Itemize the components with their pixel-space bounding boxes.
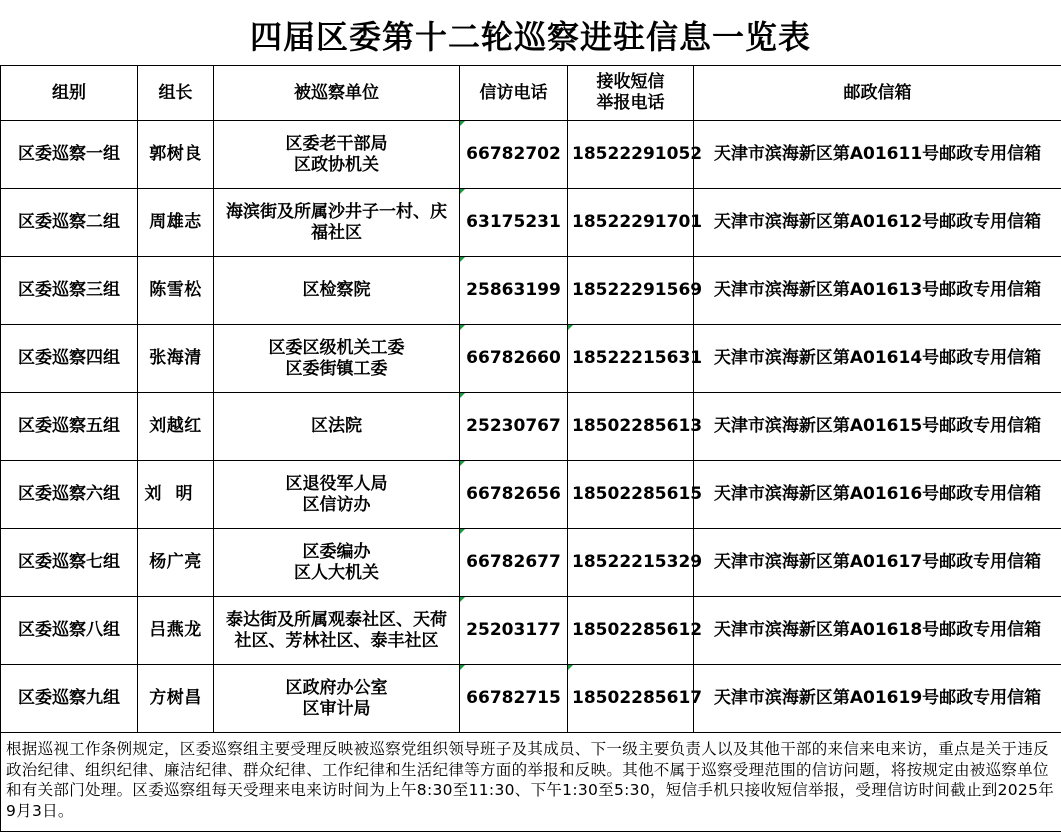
unit-cell [214, 665, 460, 733]
unit-line: 区委老干部局 [218, 134, 455, 155]
header-leader: 组长 [138, 66, 214, 121]
leader-cell: 张海清 [138, 325, 214, 393]
unit-line: 区委区级机关工委 [218, 338, 455, 359]
header-sms-line1: 接收短信 [572, 72, 689, 93]
unit-line: 区审计局 [218, 699, 455, 720]
unit-line: 区法院 [218, 416, 455, 437]
table-row [1, 257, 1061, 325]
mail-cell: 天津市滨海新区第A01617号邮政专用信箱 [694, 529, 1061, 597]
leader-cell: 方树昌 [138, 665, 214, 733]
unit-cell [214, 121, 460, 189]
group-cell: 区委巡察七组 [1, 529, 138, 597]
group-cell: 区委巡察六组 [1, 461, 138, 529]
group-cell: 区委巡察三组 [1, 257, 138, 325]
unit-cell [214, 189, 460, 257]
header-sms [568, 66, 694, 121]
mail-cell: 天津市滨海新区第A01613号邮政专用信箱 [694, 257, 1061, 325]
mail-cell: 天津市滨海新区第A01618号邮政专用信箱 [694, 597, 1061, 665]
unit-line: 区政府办公室 [218, 678, 455, 699]
note-text: 根据巡视工作条例规定，区委巡察组主要受理反映被巡察党组织领导班子及其成员、下一级主要负责人以及其他干部的来信来电来访，重点是关于违反政治纪律、组织纪律、廉洁纪律、群众纪律、工作纪律和生活纪律等方面的举报和反映。其他不属于巡察受理范围的信访问题，将按规定由被巡察单位和有关部门处理。区委巡察组每天受理来电来访时间为上午8:30至11:30、下午1:30至5:30，短信手机只接收短信举报，受理信访时间截止到2025年9月3日。 [1, 733, 1061, 832]
sms-cell: 18522291701 [568, 189, 694, 257]
table-row [1, 665, 1061, 733]
sms-cell: 18522291052 [568, 121, 694, 189]
sms-cell: 18522291569 [568, 257, 694, 325]
unit-line: 区信访办 [218, 495, 455, 516]
unit-line: 福社区 [218, 223, 455, 244]
table-row [1, 189, 1061, 257]
unit-line: 区退役军人局 [218, 474, 455, 495]
phone-cell: 63175231 [460, 189, 568, 257]
unit-line: 区检察院 [218, 280, 455, 301]
leader-cell: 刘越红 [138, 393, 214, 461]
mail-cell: 天津市滨海新区第A01611号邮政专用信箱 [694, 121, 1061, 189]
phone-cell: 66782702 [460, 121, 568, 189]
header-group: 组别 [1, 66, 138, 121]
leader-cell: 陈雪松 [138, 257, 214, 325]
unit-cell [214, 393, 460, 461]
table-row [1, 121, 1061, 189]
unit-line: 泰达街及所属观泰社区、天荷 [218, 610, 455, 631]
unit-line: 社区、芳林社区、泰丰社区 [218, 631, 455, 652]
phone-cell: 66782660 [460, 325, 568, 393]
mail-cell: 天津市滨海新区第A01612号邮政专用信箱 [694, 189, 1061, 257]
unit-line: 区委编办 [218, 542, 455, 563]
leader-cell: 郭树良 [138, 121, 214, 189]
group-cell: 区委巡察一组 [1, 121, 138, 189]
header-mail: 邮政信箱 [694, 66, 1061, 121]
sms-cell: 18502285612 [568, 597, 694, 665]
unit-line: 区委街镇工委 [218, 359, 455, 380]
sms-cell: 18502285615 [568, 461, 694, 529]
leader-cell: 吕燕龙 [138, 597, 214, 665]
group-cell: 区委巡察五组 [1, 393, 138, 461]
unit-line: 海滨街及所属沙井子一村、庆 [218, 202, 455, 223]
phone-cell: 25203177 [460, 597, 568, 665]
phone-cell: 66782715 [460, 665, 568, 733]
phone-cell: 25863199 [460, 257, 568, 325]
note-row [1, 733, 1061, 832]
leader-cell: 刘明 [138, 461, 214, 529]
unit-cell [214, 325, 460, 393]
table-header-row [1, 66, 1061, 121]
header-sms-line2: 举报电话 [572, 93, 689, 114]
unit-line: 区政协机关 [218, 155, 455, 176]
unit-cell [214, 461, 460, 529]
leader-cell: 周雄志 [138, 189, 214, 257]
sms-cell: 18522215631 [568, 325, 694, 393]
sms-cell: 18502285613 [568, 393, 694, 461]
unit-cell [214, 257, 460, 325]
unit-cell [214, 529, 460, 597]
table-row [1, 529, 1061, 597]
unit-line: 区人大机关 [218, 563, 455, 584]
mail-cell: 天津市滨海新区第A01615号邮政专用信箱 [694, 393, 1061, 461]
table-row [1, 461, 1061, 529]
unit-cell [214, 597, 460, 665]
sms-cell: 18502285617 [568, 665, 694, 733]
phone-cell: 66782677 [460, 529, 568, 597]
group-cell: 区委巡察二组 [1, 189, 138, 257]
group-cell: 区委巡察八组 [1, 597, 138, 665]
header-phone: 信访电话 [460, 66, 568, 121]
table-row [1, 597, 1061, 665]
leader-cell: 杨广亮 [138, 529, 214, 597]
header-unit: 被巡察单位 [214, 66, 460, 121]
page-title: 四届区委第十二轮巡察进驻信息一览表 [0, 12, 1061, 58]
mail-cell: 天津市滨海新区第A01616号邮政专用信箱 [694, 461, 1061, 529]
phone-cell: 25230767 [460, 393, 568, 461]
group-cell: 区委巡察四组 [1, 325, 138, 393]
inspection-info-table [0, 65, 1061, 832]
table-row [1, 393, 1061, 461]
group-cell: 区委巡察九组 [1, 665, 138, 733]
mail-cell: 天津市滨海新区第A01614号邮政专用信箱 [694, 325, 1061, 393]
table-row [1, 325, 1061, 393]
phone-cell: 66782656 [460, 461, 568, 529]
mail-cell: 天津市滨海新区第A01619号邮政专用信箱 [694, 665, 1061, 733]
sms-cell: 18522215329 [568, 529, 694, 597]
